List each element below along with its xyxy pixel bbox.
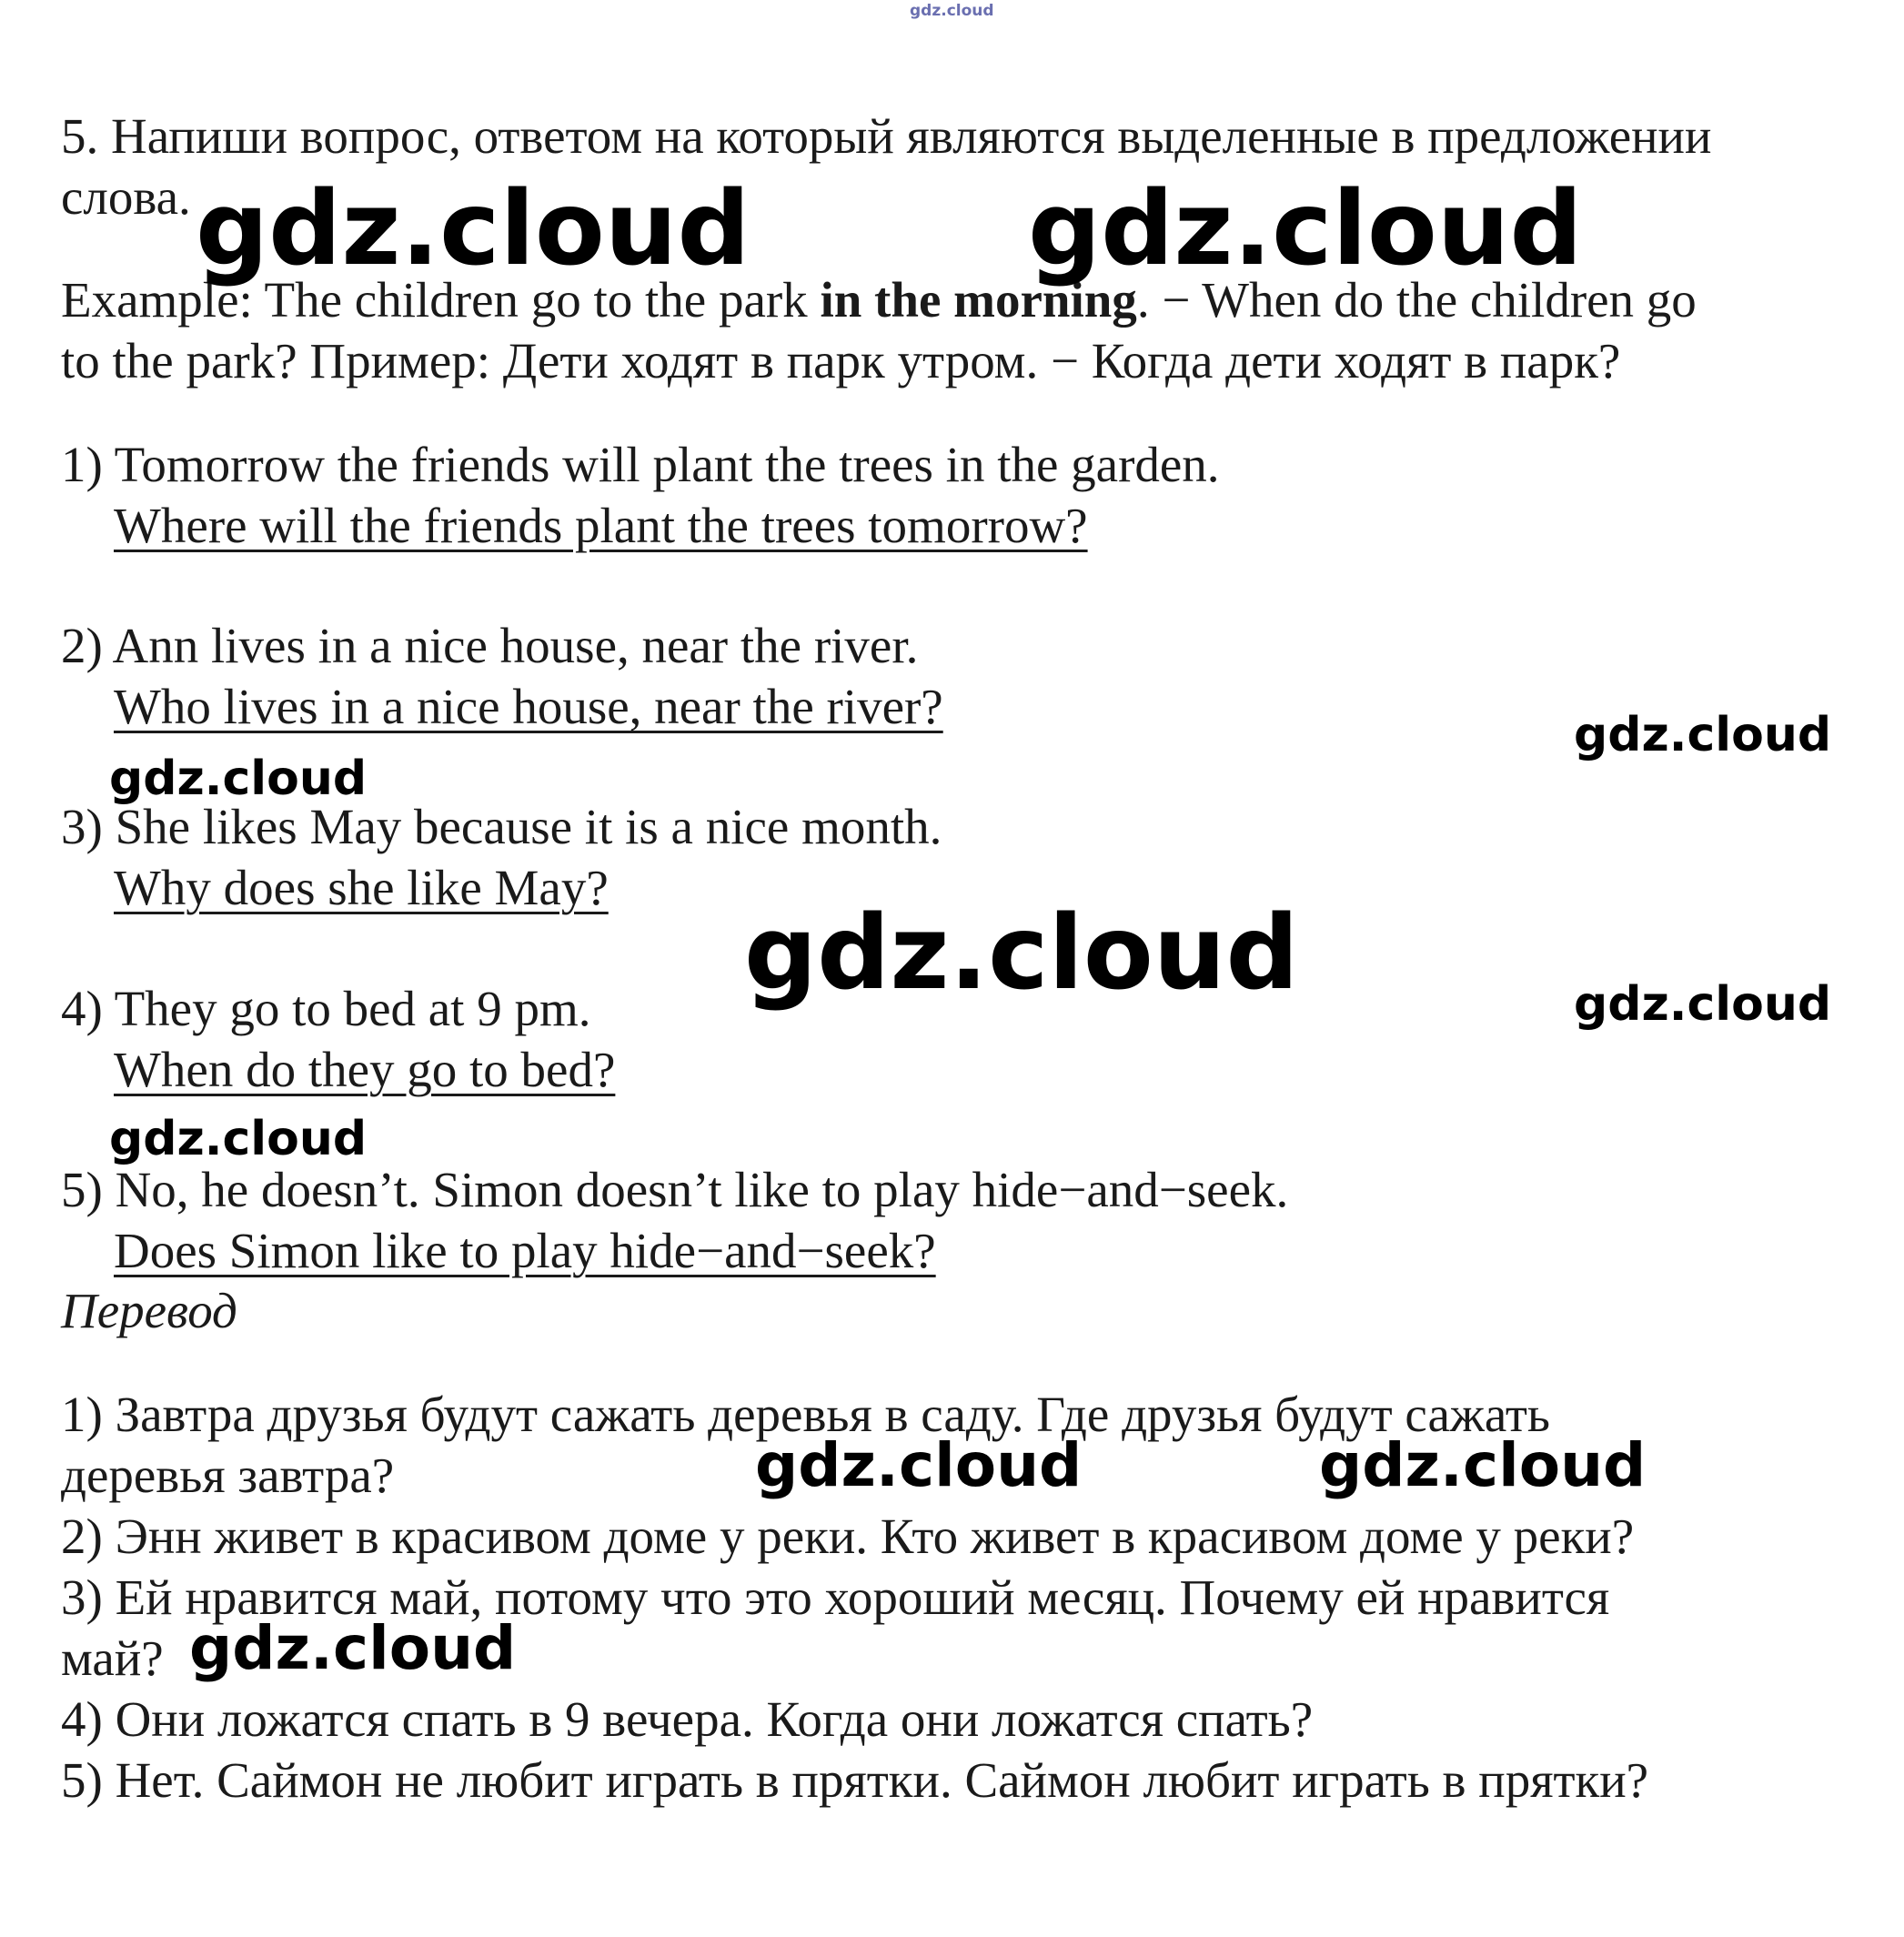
example-suffix: . − When do the children go <box>1136 272 1697 328</box>
item-1-answer: Where will the friends plant the trees tomorrow? <box>114 498 1088 553</box>
item-5-answer: Does Simon like to play hide−and−seek? <box>114 1223 936 1278</box>
translation-line: 4) Они ложатся спать в 9 вечера. Когда они ложатся спать? <box>61 1691 1314 1747</box>
watermark: gdz.cloud <box>1574 708 1832 762</box>
translation-line: 5) Нет. Саймон не любит играть в прятки. Саймон любит играть в прятки? <box>61 1752 1649 1808</box>
item-1-sentence: 1) Tomorrow the friends will plant the trees in the garden. <box>61 437 1220 492</box>
task-title-line2: слова. <box>61 169 191 225</box>
item-2-sentence: 2) Ann lives in a nice house, near the river. <box>61 618 919 673</box>
translation-line: деревья завтра? <box>61 1448 395 1503</box>
watermark: gdz.cloud <box>755 1430 1083 1500</box>
translation-line: 1) Завтра друзья будут сажать деревья в саду. Где друзья будут сажать <box>61 1387 1550 1442</box>
item-2-answer: Who lives in a nice house, near the river? <box>114 679 943 734</box>
watermark: gdz.cloud <box>1028 170 1583 288</box>
watermark: gdz.cloud <box>1319 1430 1647 1500</box>
translation-line: 2) Энн живет в красивом доме у реки. Кто живет в красивом доме у реки? <box>61 1508 1635 1564</box>
watermark-top: gdz.cloud <box>910 2 994 20</box>
item-5-sentence: 5) No, he doesn’t. Simon doesn’t like to play hide−and−seek. <box>61 1162 1289 1217</box>
watermark: gdz.cloud <box>109 1112 368 1166</box>
item-4-answer: When do they go to bed? <box>114 1042 616 1097</box>
watermark: gdz.cloud <box>196 170 751 288</box>
item-3-answer: Why does she like May? <box>114 860 609 915</box>
watermark: gdz.cloud <box>109 752 368 806</box>
translation-heading: Перевод <box>61 1283 237 1338</box>
example-prefix: Example: The children go to the park <box>61 272 821 328</box>
task-title-line1: 5. Напиши вопрос, ответом на который являются выделенные в предложении <box>61 108 1712 164</box>
watermark: gdz.cloud <box>1574 977 1832 1032</box>
translation-line: 3) Ей нравится май, потому что это хороший месяц. Почему ей нравится <box>61 1569 1610 1625</box>
item-3-sentence: 3) She likes May because it is a nice month. <box>61 799 942 854</box>
item-4-sentence: 4) They go to bed at 9 pm. <box>61 981 591 1036</box>
translation-line: май? <box>61 1630 164 1686</box>
example-line2: to the park? Пример: Дети ходят в парк утром. − Когда дети ходят в парк? <box>61 333 1621 388</box>
watermark: gdz.cloud <box>744 894 1299 1013</box>
example-highlight: in the morning <box>820 272 1137 328</box>
watermark: gdz.cloud <box>189 1613 517 1683</box>
